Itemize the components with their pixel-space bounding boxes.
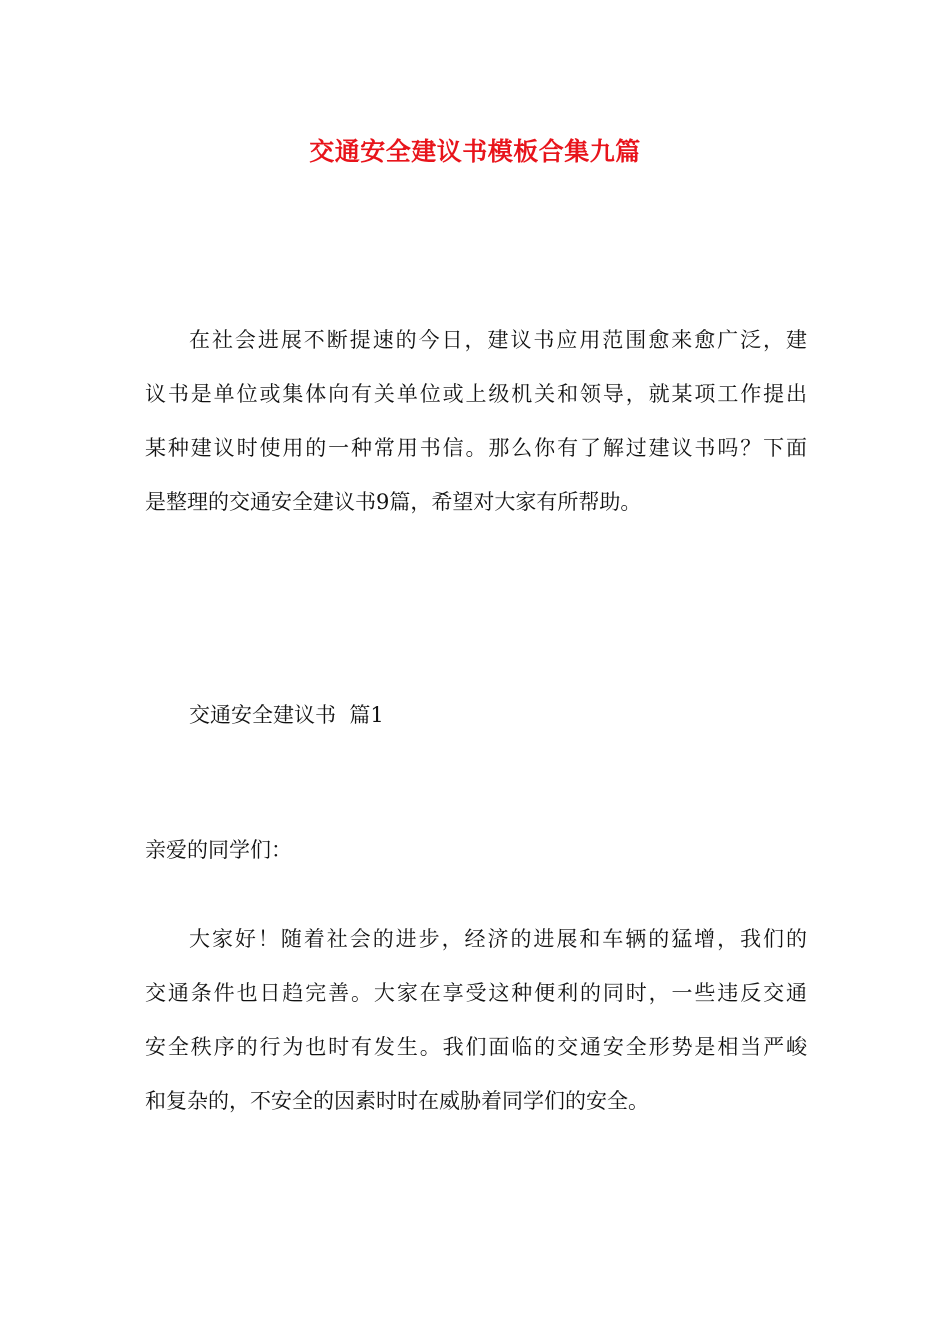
body-line: 安全秩序的行为也时有发生。我们面临的交通安全形势是相当严峻 (145, 1035, 807, 1059)
document-title: 交通安全建议书模板合集九篇 (309, 137, 641, 166)
intro-line: 议书是单位或集体向有关单位或上级机关和领导，就某项工作提出 (145, 382, 807, 406)
section-heading-text: 交通安全建议书 篇1 (189, 703, 384, 727)
section-heading (189, 688, 689, 742)
body-line: 大家好！随着社会的进步，经济的进展和车辆的猛增，我们的 (189, 927, 807, 951)
body-line: 和复杂的，不安全的因素时时在威胁着同学们的安全。 (145, 1089, 649, 1113)
body-paragraph (145, 912, 807, 1128)
intro-line: 某种建议时使用的一种常用书信。那么你有了解过建议书吗？下面 (145, 436, 807, 460)
intro-paragraph (145, 313, 807, 529)
intro-line: 是整理的交通安全建议书9篇，希望对大家有所帮助。 (145, 490, 642, 514)
body-line: 交通条件也日趋完善。大家在享受这种便利的同时，一些违反交通 (145, 981, 807, 1005)
intro-line: 在社会进展不断提速的今日，建议书应用范围愈来愈广泛，建 (189, 328, 807, 352)
salutation (145, 823, 807, 877)
salutation-text: 亲爱的同学们： (145, 838, 292, 862)
